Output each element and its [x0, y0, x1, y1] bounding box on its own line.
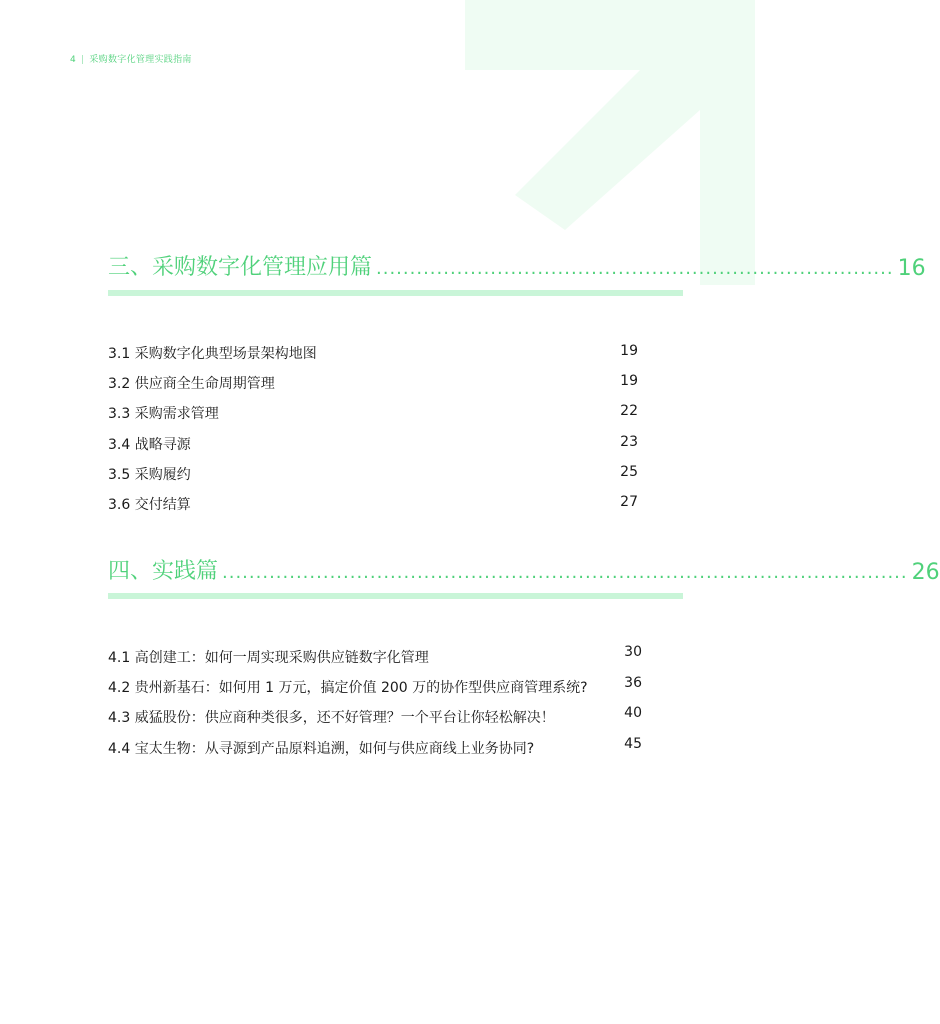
section-title: 三、采购数字化管理应用篇	[108, 255, 373, 280]
toc-section-4[interactable]	[108, 551, 940, 585]
toc-item[interactable]: 3.3 采购需求管理	[108, 406, 219, 422]
toc-item[interactable]: 3.6 交付结算	[108, 497, 191, 513]
dot-leader: .............................................................................	[376, 258, 894, 279]
toc-page-number: 36	[624, 675, 642, 691]
toc-section-3[interactable]	[108, 247, 926, 281]
toc-item[interactable]: 4.3 威猛股份：供应商种类很多，还不好管理？一个平台让你轻松解决！	[108, 710, 555, 726]
section-title: 四、实践篇	[108, 559, 219, 584]
toc-page-number: 19	[620, 343, 638, 359]
section-underline	[108, 290, 683, 296]
toc-page-number: 22	[620, 403, 638, 419]
section-underline	[108, 593, 683, 599]
section-page-number: 16	[897, 256, 926, 281]
header-page-number: 4	[70, 55, 77, 65]
section-page-number: 26	[911, 560, 940, 585]
toc-item[interactable]: 4.2 贵州新基石：如何用 1 万元，搞定价值 200 万的协作型供应商管理系统?	[108, 680, 588, 696]
running-header	[70, 52, 192, 65]
toc-page-number: 23	[620, 434, 638, 450]
toc-item[interactable]: 4.4 宝太生物：从寻源到产品原料追溯，如何与供应商线上业务协同?	[108, 741, 535, 757]
toc-page-number: 25	[620, 464, 638, 480]
toc-item[interactable]: 3.4 战略寻源	[108, 437, 191, 453]
toc-item[interactable]: 4.1 高创建工：如何一周实现采购供应链数字化管理	[108, 650, 429, 666]
header-doc-title: 采购数字化管理实践指南	[89, 55, 192, 65]
toc-page-number: 40	[624, 705, 642, 721]
toc-item[interactable]: 3.2 供应商全生命周期管理	[108, 376, 275, 392]
toc-page-number: 45	[624, 736, 642, 752]
toc-item[interactable]: 3.5 采购履约	[108, 467, 191, 483]
toc-page-number: 30	[624, 644, 642, 660]
header-separator: |	[81, 55, 85, 65]
toc-item[interactable]: 3.1 采购数字化典型场景架构地图	[108, 346, 317, 362]
dot-leader: ......................................................................................................	[222, 562, 908, 583]
toc-page-number: 19	[620, 373, 638, 389]
toc-page-number: 27	[620, 494, 638, 510]
